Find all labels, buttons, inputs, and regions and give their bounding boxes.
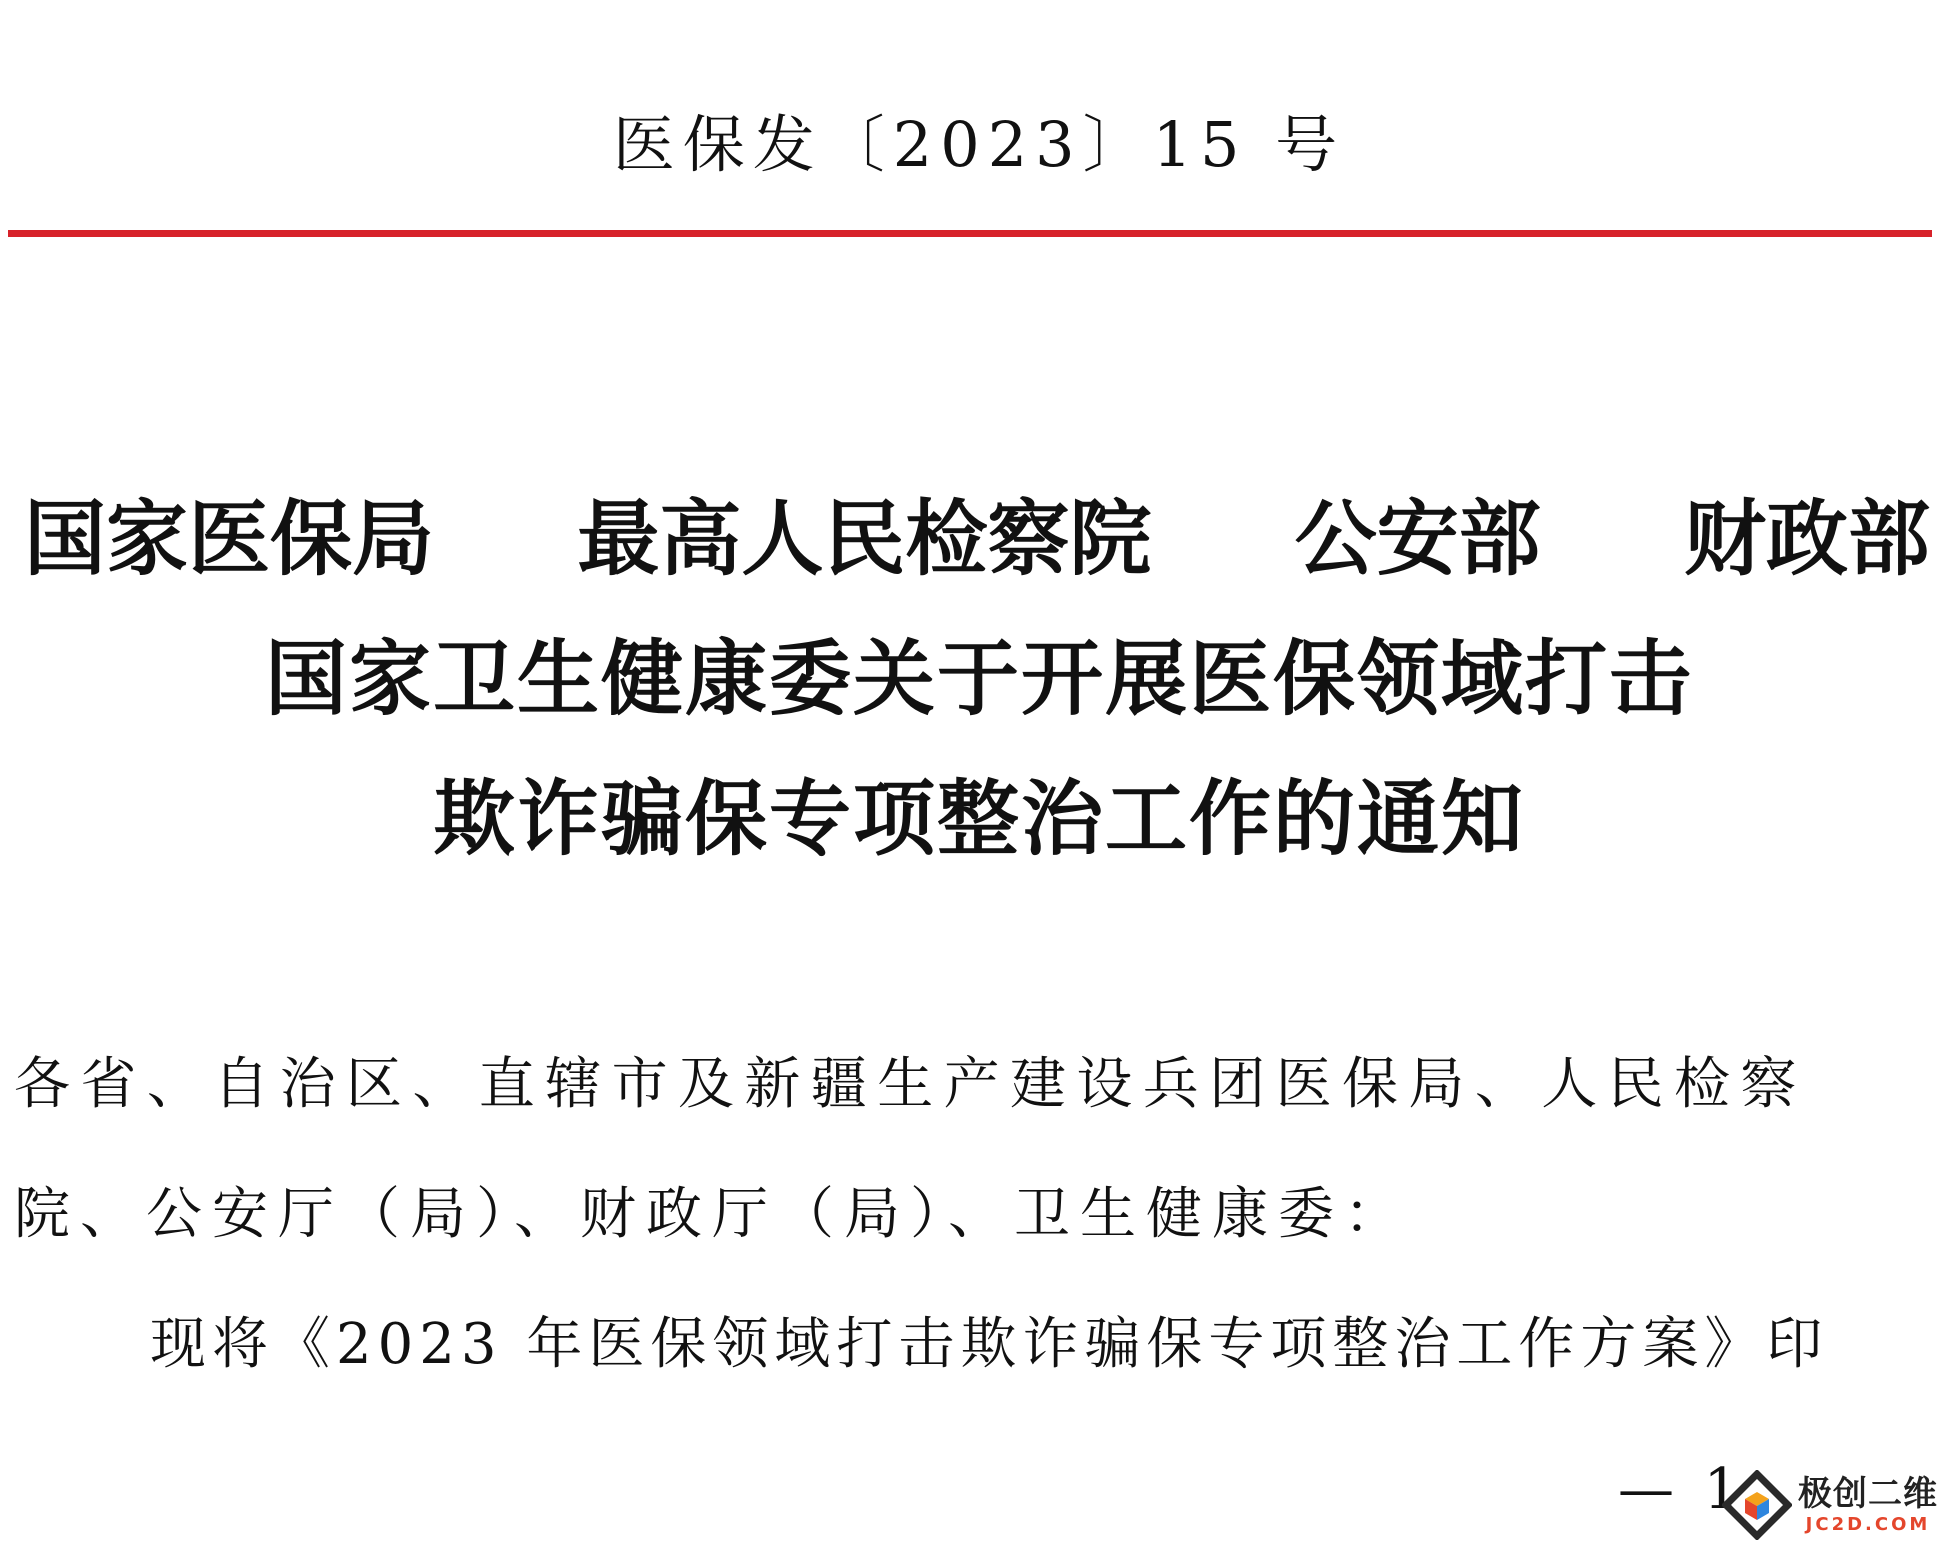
page-number: — 1 (1618, 1457, 1746, 1522)
cube-diamond-logo-icon (1722, 1470, 1792, 1540)
watermark-brand-cn: 极创二维 (1798, 1473, 1938, 1514)
document-number: 医保发〔2023〕15 号 (612, 108, 1346, 181)
title-issuers-line (0, 470, 1958, 610)
issuer-name: 公安部 (1294, 492, 1541, 587)
issuer-name: 财政部 (1683, 492, 1930, 587)
watermark-text (1798, 1474, 1938, 1536)
issuer-name: 国家医保局 (24, 492, 435, 587)
watermark-brand-en: JC2D.COM (1805, 1513, 1931, 1535)
document-title (0, 470, 1958, 890)
addressee-line-2: 院、公安厅（局）、财政厅（局）、卫生健康委： (14, 1182, 1410, 1247)
watermark (1722, 1462, 1958, 1547)
title-line-2: 国家卫生健康委关于开展医保领域打击 (264, 632, 1693, 727)
title-line-3: 欺诈骗保专项整治工作的通知 (432, 772, 1525, 867)
red-header-rule (8, 230, 1932, 237)
issuer-name: 最高人民检察院 (577, 492, 1152, 587)
addressee-line-1: 各省、自治区、直辖市及新疆生产建设兵团医保局、人民检察 (14, 1052, 1807, 1117)
body-paragraph: 现将《2023 年医保领域打击欺诈骗保专项整治工作方案》印 (150, 1312, 1829, 1377)
